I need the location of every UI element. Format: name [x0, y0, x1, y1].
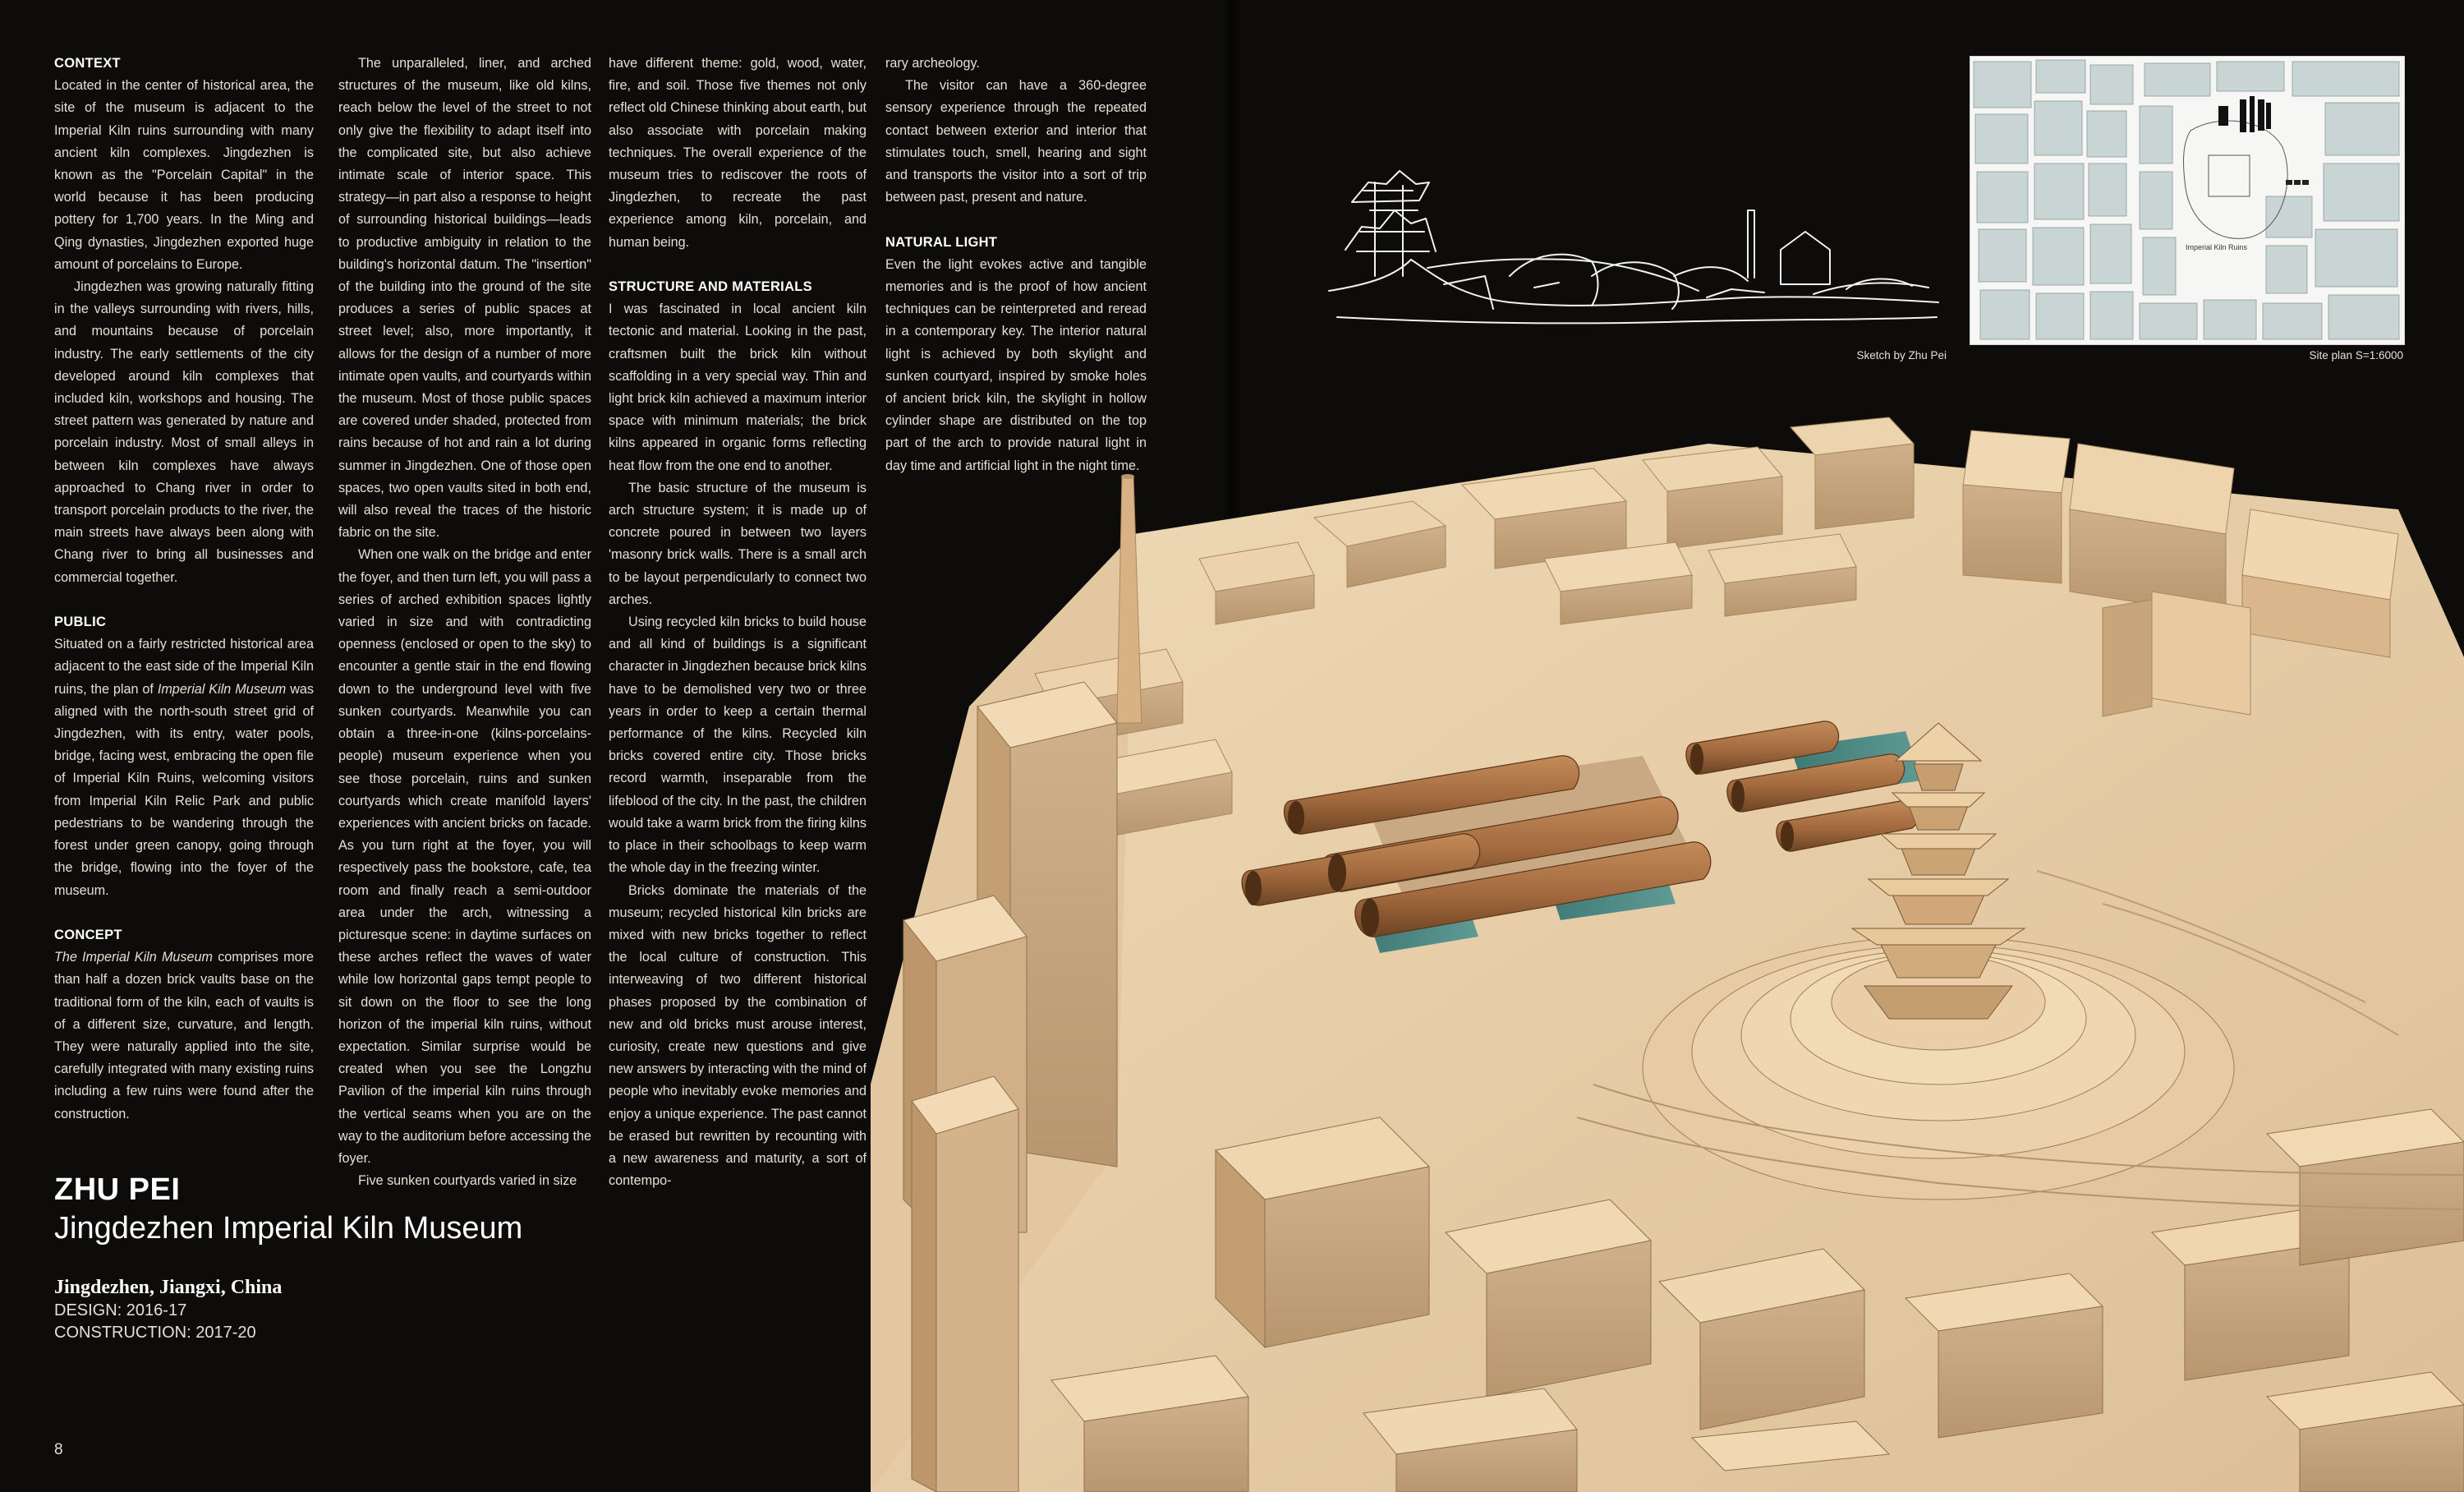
paragraph: Situated on a fairly restricted historical area adjacent to the east side of the Imperial Kiln ruins, the plan of Imperial Kiln Museum was aligned with the north-south street grid of Jingdezhen, with its entry, water pools, bridge, facing west, embracing the open file of Imperial Kiln Ruins, welcoming visitors from Imperial Kiln Relic Park and public pedestrians to be wandering through the forest under green canopy, going through the bridge, flowing into the foyer of the museum.	[54, 637, 314, 898]
paragraph: Even the light evokes active and tangible memories and is the proof of how ancient techniques can be reinterpreted and reread in a contemporary key. The interior natural light is achieved by both skylight and sunken courtyard, inspired by smoke holes of ancient brick kiln, the skylight in hollow cylinder shape are distributed on the top part of the arch to provide natural light in day time and artificial light in the night time.	[885, 256, 1147, 473]
title-block	[54, 1172, 793, 1344]
paragraph: When one walk on the bridge and enter the foyer, and then turn left, you will pass a series of arched exhibition spaces lightly varied in size and with contradicting openness (enclosed or open to the sky) to encounter a gentle stair in the end flowing down to the underground level with five sunken courtyards. Meanwhile you can obtain a three-in-one (kilns-porcelains-people) museum experience when you see those porcelain, ruins and sunken courtyards which create manifold layers' experiences with ancient bricks on facade. As you turn right at the foyer, you will respectively pass the bookstore, cafe, tea room and finally reach a semi-outdoor area under the arch, witnessing a picturesque scene: in daytime surfaces on these arches reflect the waves of water while low horizontal gaps tempt people to sit down on the floor to see the long horizon of the imperial kiln ruins, without expectation. Similar surprise would be created when you see the Longzhu Pavilion of the imperial kiln ruins through the vertical seams when you are on the way to the auditorium before accessing the foyer.	[338, 547, 591, 1166]
siteplan-label: Imperial Kiln Ruins	[2186, 243, 2248, 251]
paragraph: The visitor can have a 360-degree sensory experience through the repeated contact between exterior and interior that stimulates touch, smell, hearing and sight and transports the visitor into a sort of trip between past, present and nature.	[885, 78, 1147, 205]
figure-caption: Site plan S=1:6000	[2309, 349, 2403, 361]
paragraph: The Imperial Kiln Museum comprises more than half a dozen brick vaults base on the traditional form of the kiln, each of vaults is of a different size, curvature, and length. They were naturally applied into the site, carefully integrated with many existing ruins including a few ruins were found after the construction.	[54, 950, 314, 1121]
paragraph: I was fascinated in local ancient kiln tectonic and material. Looking in the past, craftsmen built the brick kiln without scaffolding in a very special way. Thin and light brick kiln achieved a maximum interior space with minimum materials; the brick kilns appeared in organic forms reflecting heat flow from the one end to another.	[609, 302, 867, 473]
paragraph: Jingdezhen was growing naturally fitting in the valleys surrounding with rivers, hills, and mountains because of porcelain industry. The early settlements of the city developed around kiln complexes that included kiln, workshops and housing. The street pattern was generated by nature and porcelain industry. Most of small alleys in between kiln complexes have always approached to Chang river in order to transport porcelain products to the river, the main streets have always been along with Chang river to bring all businesses and commercial together.	[54, 279, 314, 585]
architect-sketch	[1321, 153, 1947, 342]
design-dates: DESIGN: 2016-17	[54, 1301, 187, 1319]
paragraph: Using recycled kiln bricks to build house and all kind of buildings is a significant character in Jingdezhen because brick kilns have to be demolished very two or three years in order to keep a certain thermal performance of the kilns. Recycled kiln bricks covered entire city. Those bricks record warmth, inseparable from the lifeblood of the city. In the past, the children would take a warm brick from the firing kilns to place in their schoolbags to keep warm the whole day in the freezing winter.	[609, 615, 867, 876]
paragraph: rary archeology.	[885, 56, 980, 71]
text-column-1	[54, 53, 314, 1126]
paragraph: have different theme: gold, wood, water, fire, and soil. Those five themes not only reflect old Chinese thinking about earth, but also associate with porcelain making techniques. The overall experience of the museum tries to rediscover the roots of Jingdezhen, to recreate the past experience among kiln, porcelain, and human being.	[609, 56, 867, 250]
text-column-3	[609, 53, 867, 1192]
section-heading-structure: STRUCTURE AND MATERIALS	[609, 279, 812, 295]
section-heading-natural-light: NATURAL LIGHT	[885, 234, 998, 250]
site-plan	[1970, 56, 2405, 345]
section-heading-concept: CONCEPT	[54, 927, 122, 942]
architect-name: ZHU PEI	[54, 1172, 181, 1207]
project-title: Jingdezhen Imperial Kiln Museum	[54, 1211, 523, 1246]
section-heading-context: CONTEXT	[54, 56, 121, 71]
figure-caption: Sketch by Zhu Pei	[1856, 349, 1947, 361]
project-location: Jingdezhen, Jiangxi, China	[54, 1277, 283, 1298]
paragraph: The basic structure of the museum is arch structure system; it is made up of concrete poured in between two layers 'masonry brick walls. There is a small arch to be layout perpendicularly to connect two arches.	[609, 480, 867, 607]
paragraph: Five sunken courtyards varied in size	[358, 1173, 577, 1189]
paragraph: The unparalleled, liner, and arched structures of the museum, like old kilns, reach below the level of the street to not only give the flexibility to adapt itself into the complicated site, but also achieve intimate scale of interior space. This strategy—in part also a response to height of surrounding historical buildings—leads to productive ambiguity in relation to the building's horizontal datum. The "insertion" of the building into the ground of the site produces a series of public spaces at street level; also, more importantly, it allows for the design of a number of more intimate open vaults, and courtyards within the museum. Most of those public spaces are covered under shaded, protected from rains because of hot and rain a lot during summer in Jingdezhen. One of those open spaces, two open vaults sited in both end, will also reveal the traces of the historic fabric on the site.	[338, 56, 591, 541]
paragraph: Bricks dominate the materials of the museum; recycled historical kiln bricks are mixed with new bricks together to reflect the local culture of construction. This interweaving of two different historical phases proposed by the combination of new and old bricks must arouse interest, curiosity, create new questions and give new answers by interacting with the mind of people who inevitably evoke memories and enjoy a unique experience. The past cannot be erased but rewritten by recounting with a new awareness and maturity, a sort of contempo-	[609, 882, 867, 1189]
construction-dates: CONSTRUCTION: 2017-20	[54, 1324, 256, 1342]
section-heading-public: PUBLIC	[54, 615, 107, 630]
paragraph: Located in the center of historical area, the site of the museum is adjacent to the Imperial Kiln ruins surrounding with many ancient kiln complexes. Jingdezhen is known as the "Porcelain Capital" in the world because it has been producing pottery for 1,700 years. In the Ming and Qing dynasties, Jingdezhen exported huge amount of porcelains to Europe.	[54, 78, 314, 272]
page-number: 8	[54, 1441, 63, 1458]
text-column-2	[338, 53, 591, 1192]
model-photo	[871, 411, 2464, 1492]
